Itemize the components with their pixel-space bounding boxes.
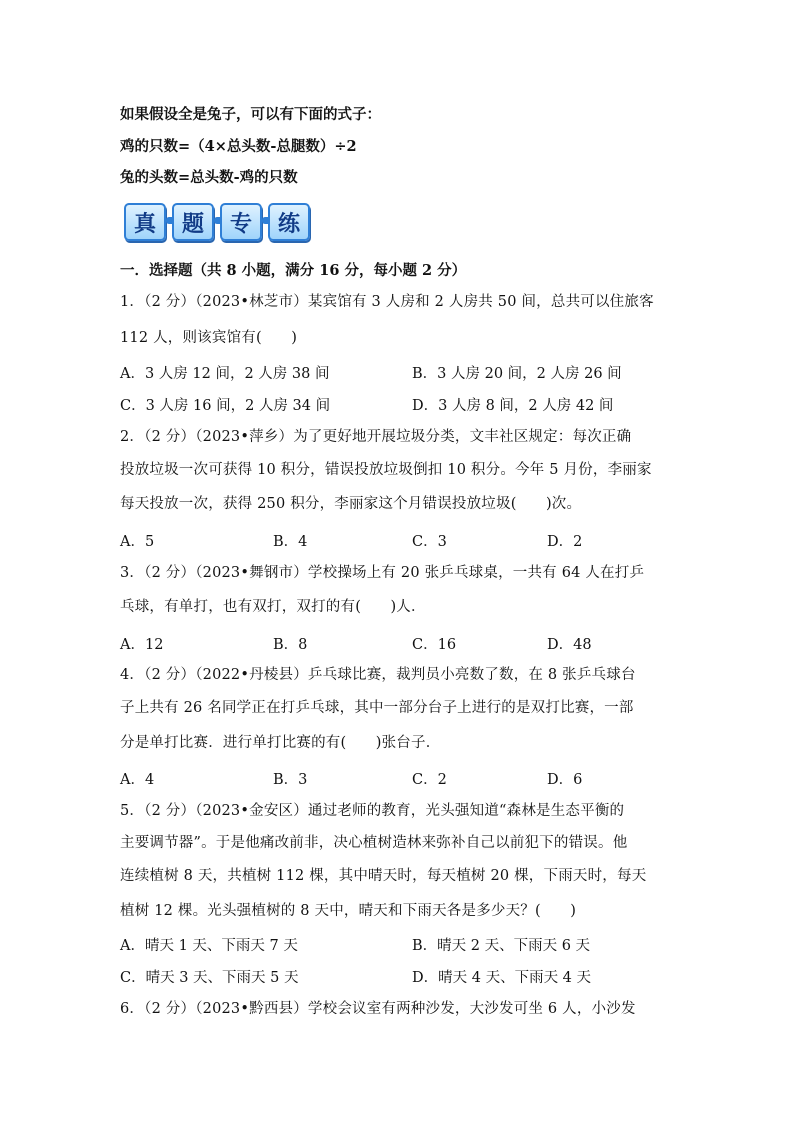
question-5-option-b: B．晴天 2 天、下雨天 6 天	[412, 938, 591, 954]
question-3-option-c: C．16	[412, 637, 457, 653]
question-4-line: 子上共有 26 名同学正在打乒乓球，其中一部分台子上进行的是双打比赛，一部	[120, 700, 634, 716]
question-2-option-a: A．5	[120, 534, 155, 550]
question-5-option-a: A．晴天 1 天、下雨天 7 天	[120, 938, 298, 954]
banner-char-3: 专	[220, 203, 262, 241]
question-2-line: 每天投放一次，获得 250 积分，李丽家这个月错误投放垃圾( )次。	[120, 496, 582, 512]
question-5-option-d: D．晴天 4 天、下雨天 4 天	[412, 970, 592, 986]
question-4-option-c: C．2	[412, 772, 447, 788]
question-3-option-a: A．12	[120, 637, 164, 653]
question-2-option-d: D．2	[547, 534, 583, 550]
banner-char-4: 练	[268, 203, 310, 241]
question-3-line: 3．（2 分）（2023•舞钢市）学校操场上有 20 张乒乓球桌，一共有 64 人在打乒	[120, 565, 645, 581]
question-4-line: 4．（2 分）（2022•丹棱县）乒乓球比赛，裁判员小亮数了数，在 8 张乒乓球台	[120, 667, 636, 683]
banner-char-2: 题	[172, 203, 214, 241]
question-1-option-b: B．3 人房 20 间，2 人房 26 间	[412, 366, 622, 382]
question-2-option-b: B．4	[273, 534, 308, 550]
question-1-option-c: C．3 人房 16 间，2 人房 34 间	[120, 398, 331, 414]
question-4-option-b: B．3	[273, 772, 308, 788]
question-3-option-b: B．8	[273, 637, 308, 653]
question-4-line: 分是单打比赛．进行单打比赛的有( )张台子．	[120, 735, 441, 751]
question-3-line: 乓球，有单打，也有双打，双打的有( )人．	[120, 599, 426, 615]
intro-line-3: 兔的头数=总头数-鸡的只数	[120, 169, 298, 186]
question-1-option-d: D．3 人房 8 间，2 人房 42 间	[412, 398, 614, 414]
question-2-line: 投放垃圾一次可获得 10 积分，错误投放垃圾倒扣 10 积分。今年 5 月份，李丽家	[120, 462, 652, 478]
section-title: 一．选择题（共 8 小题，满分 16 分，每小题 2 分）	[120, 262, 467, 279]
question-6-line: 6．（2 分）（2023•黔西县）学校会议室有两种沙发，大沙发可坐 6 人，小沙发	[120, 1001, 636, 1017]
question-2-option-c: C．3	[412, 534, 447, 550]
question-1-line: 112 人，则该宾馆有( )	[120, 330, 298, 346]
question-5-line: 连续植树 8 天，共植树 112 棵，其中晴天时，每天植树 20 棵，下雨天时，每天	[120, 868, 647, 884]
question-1-line: 1．（2 分）（2023•林芝市）某宾馆有 3 人房和 2 人房共 50 间，总共可以住旅客	[120, 294, 654, 310]
practice-banner	[124, 199, 310, 243]
question-2-line: 2．（2 分）（2023•萍乡）为了更好地开展垃圾分类，文丰社区规定：每次正确	[120, 429, 632, 445]
intro-line-2: 鸡的只数=（4×总头数-总腿数）÷2	[120, 138, 357, 155]
question-5-line: 植树 12 棵。光头强植树的 8 天中，晴天和下雨天各是多少天？( )	[120, 903, 577, 919]
question-1-option-a: A．3 人房 12 间，2 人房 38 间	[120, 366, 330, 382]
question-3-option-d: D．48	[547, 637, 592, 653]
banner-char-1: 真	[124, 203, 166, 241]
question-4-option-a: A．4	[120, 772, 155, 788]
question-5-option-c: C．晴天 3 天、下雨天 5 天	[120, 970, 299, 986]
intro-line-1: 如果假设全是兔子，可以有下面的式子：	[120, 106, 381, 123]
question-5-line: 主要调节器”。于是他痛改前非，决心植树造林来弥补自己以前犯下的错误。他	[120, 835, 628, 851]
question-5-line: 5．（2 分）（2023•金安区）通过老师的教育，光头强知道“森林是生态平衡的	[120, 803, 625, 819]
question-4-option-d: D．6	[547, 772, 583, 788]
